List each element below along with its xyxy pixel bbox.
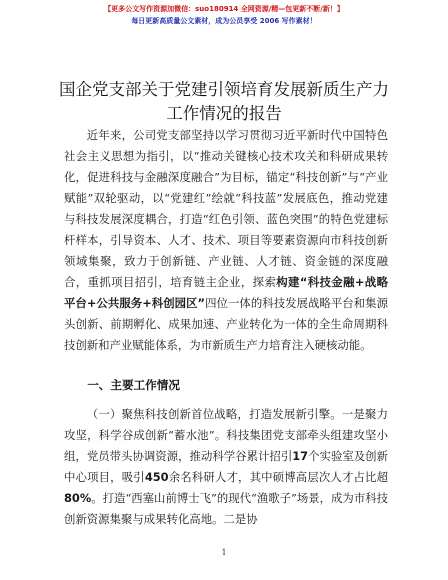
intro-text-pre: 近年来，公司党支部坚持以学习贯彻习近平新时代中国特色社会主义思想为指引，以“推动关键核心技术攻关和科研成果转化，促进科技与金融深度融合”为目标，锚定“科技创新”与“产业赋能”双轮驱动，以“党建红”绘就“科技蓝”发展底色，推动党建与科技发展深度耦合，打造“红色引领、蓝色突围”的特色党建标杆样本，引导资本、人才、技术、项目等要素资源向市科技创新领域集聚，致力于创新链、产业链、人才链、资金链的深度融合，重抓项目招引，培育链主企业，探索 <box>64 128 388 289</box>
paragraph-1-text-a: （一）聚焦科技创新首位战略，打造发展新引擎。一是聚力攻坚，科学谷成创新“蓄水池”。科技集团党支部牵头组建攻坚小组，党员带头协调资源，推动科学谷累计招引 <box>64 407 388 463</box>
paragraph-1-num1: 17 <box>292 449 309 463</box>
promo-banner <box>0 3 448 27</box>
intro-paragraph <box>64 125 388 356</box>
paragraph-1-num3: 80% <box>64 491 92 505</box>
document-title-line1: 国企党支部关于党建引领培育发展新质生产力 <box>59 80 389 99</box>
section-1-body <box>64 404 388 530</box>
intro-text-post: 四位一体的科技发展战略平台和集源头创新、前期孵化、成果加速、产业转化为一体的全生命周期科技创新和产业赋能体系，为市新质生产力培育注入硬核动能。 <box>64 296 388 352</box>
paragraph-1-text-c: 余名科研人才，其中硕博高层次人才占比超 <box>168 470 388 484</box>
document-title-line2: 工作情况的报告 <box>166 104 282 123</box>
paragraph-1-text-d: 。打造“西塞山前博士飞”的现代“渔歌子”场景，成为市科技创新资源集聚与成果转化高地。二是协 <box>64 491 388 526</box>
page-number: 1 <box>221 548 227 557</box>
promo-banner-line1: 【更多公文写作资源加微信：suo180914 全网资源/精—包更新不断/新！】 <box>104 5 344 13</box>
promo-banner-line2: 每日更新高质量公文素材，成为公员享受 2006 写作素材！ <box>131 17 317 25</box>
section-heading-1: 一、主要工作情况 <box>87 378 180 392</box>
paragraph-1-num2: 450 <box>144 470 169 484</box>
intro-section <box>64 125 388 356</box>
document-title <box>40 78 408 126</box>
paragraph-1-text-b: 个实验室及创新中心项目，吸引 <box>64 449 388 484</box>
intro-text-bold: 构建“科技金融+战略平台+公共服务+科创园区” <box>64 275 388 310</box>
paragraph-1 <box>64 404 388 530</box>
